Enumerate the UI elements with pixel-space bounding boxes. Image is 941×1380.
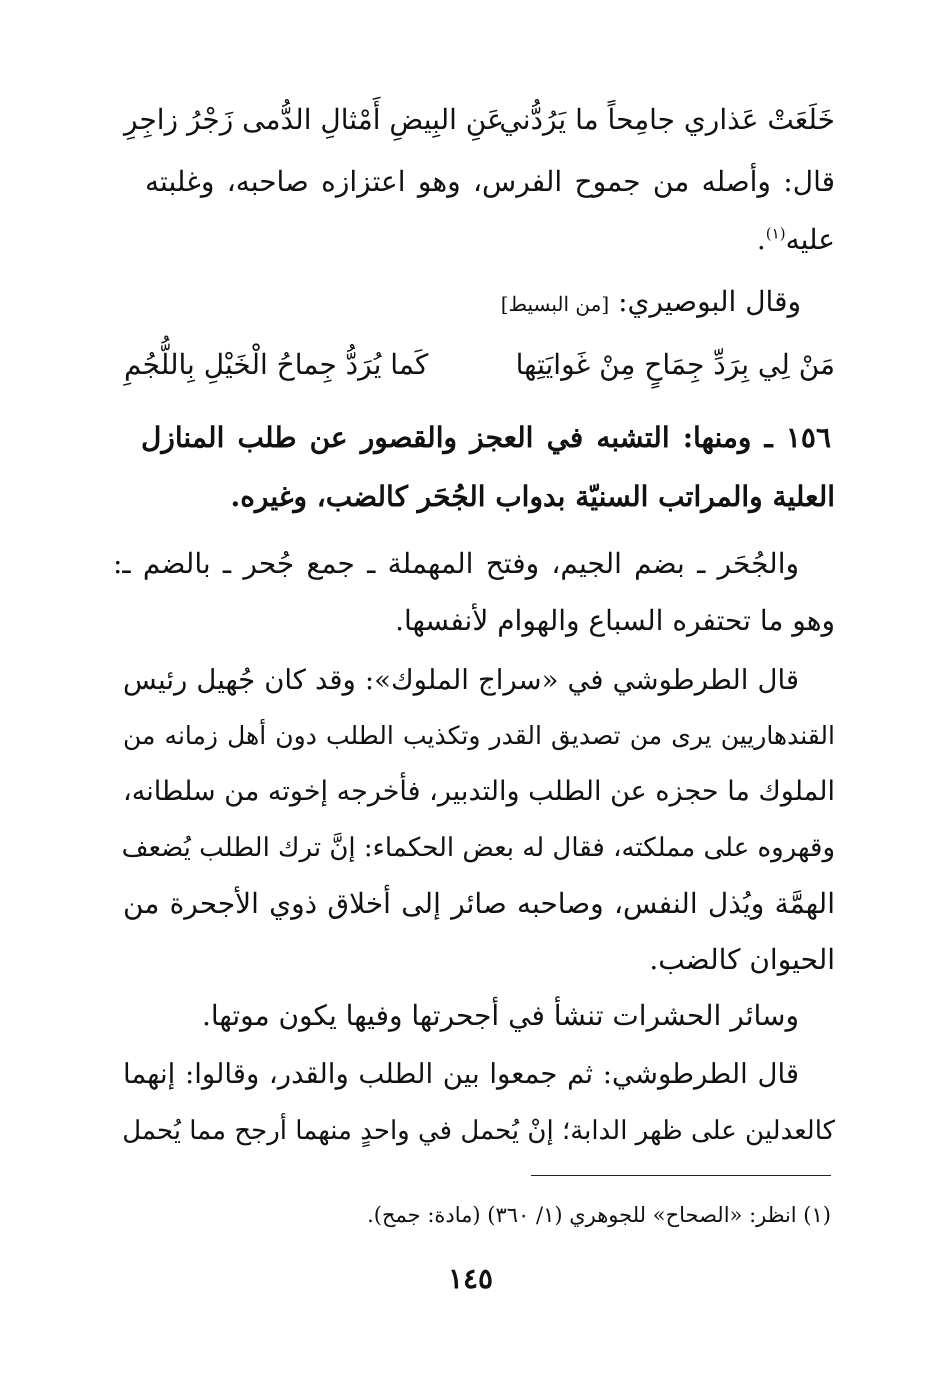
para5-line1: قال الطرطوشي: ثم جمعوا بين الطلب والقدر، وقالوا: إنهما xyxy=(123,1058,799,1090)
poet-intro xyxy=(76,282,801,324)
page-number: ١٤٥ xyxy=(447,1262,494,1295)
para2-line1: والجُحَر ـ بضم الجيم، وفتح المهملة ـ جمع جُحر ـ بالضم ـ: xyxy=(113,547,799,580)
para3-line4: وقهروه على مملكته، فقال له بعض الحكماء: إنَّ ترك الطلب يُضعف xyxy=(121,833,835,863)
poet-intro-text: وقال البوصيري: xyxy=(618,285,801,318)
para5-line2: كالعدلين على ظهر الدابة؛ إنْ يُحمل في واحدٍ منهما أرجح مما يُحمل xyxy=(122,1116,835,1146)
para3-line1: قال الطرطوشي في «سراج الملوك»: وقد كان جُهيل رئيس xyxy=(123,664,799,696)
verse2-first-hemistich: مَنْ لِي بِرَدِّ جِمَاحٍ مِنْ غَوايَتِها xyxy=(515,348,835,381)
verse1-second-hemistich: عَنِ البِيضِ أَمْثالِ الدُّمى زَجْرُ زاجِرِ xyxy=(124,103,504,136)
footnote-separator xyxy=(531,1175,831,1176)
para2-line2: وهو ما تحتفره السباع والهوام لأنفسها. xyxy=(395,604,835,637)
para1-line2-text: عليه xyxy=(785,223,835,256)
para4-line1: وسائر الحشرات تنشأ في أجحرتها وفيها يكون موتها. xyxy=(202,999,799,1032)
footnote-ref: (١) xyxy=(765,224,786,243)
verse2-second-hemistich: كَما يُرَدُّ جِماحُ الْخَيْلِ بِاللُّجُمِ xyxy=(124,348,429,381)
para1-line1: قال: وأصله من جموح الفرس، وهو اعتزازه صاحبه، وغلبته xyxy=(145,165,835,198)
footnote: (١) انظر: «الصحاح» للجوهري (١/ ٣٦٠) (مادة: جمح). xyxy=(367,1203,831,1227)
heading-line2: العلية والمراتب السنيّة بدواب الجُحَر كالضب، وغيره. xyxy=(230,480,835,513)
para1-line2-end: . xyxy=(756,223,766,256)
para3-line3: الملوك ما حجزه عن الطلب والتدبير، فأخرجه إخوته من سلطانه، xyxy=(123,776,835,807)
para1-line2 xyxy=(110,220,835,260)
para3-line2: القندهاريين يرى من تصديق القدر وتكذيب الطلب دون أهل زمانه من xyxy=(123,721,835,750)
para3-line5: الهمَّة ويُذل النفس، وصاحبه صائر إلى أخلاق ذوي الأجحرة من xyxy=(123,887,835,920)
heading-line1: ١٥٦ ـ ومنها: التشبه في العجز والقصور عن طلب المنازل xyxy=(141,421,831,454)
verse1-first-hemistich: خَلَعَتْ عَذاري جامِحاً ما يَرُدُّني xyxy=(499,103,835,136)
para3-line6: الحيوان كالضب. xyxy=(649,943,835,976)
meter-tag: [من البسيط] xyxy=(500,292,610,316)
